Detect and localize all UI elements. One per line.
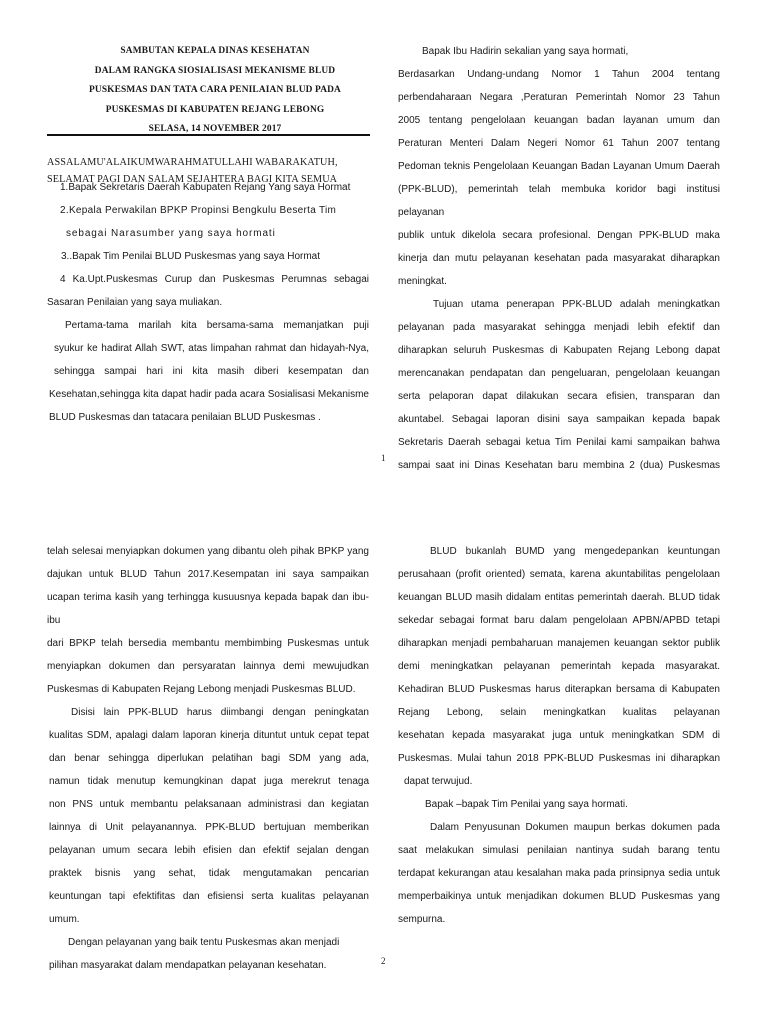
paragraph-line: saat melakukan simulasi penilaian nantinya sudah barang tentu — [398, 845, 720, 856]
heading-date: SELASA, 14 NOVEMBER 2017 — [148, 124, 282, 134]
addressee-line: 2.Kepala Perwakilan BPKP Propinsi Bengkulu Beserta Tim — [60, 205, 337, 216]
paragraph-line: Bapak –bapak Tim Penilai yang saya hormati. — [425, 799, 628, 810]
paragraph-line: keuangan BLUD masih didalam entitas pemerintah daerah. BLUD tidak — [398, 592, 720, 603]
paragraph-line: Rejang Lebong, selain meningkatkan kualitas pelayanan — [398, 707, 720, 718]
paragraph-line: dan benar sehingga diperlukan pelatihan bagi SDM yang ada, — [49, 753, 369, 764]
paragraph-line: Bapak Ibu Hadirin sekalian yang saya hormati, — [422, 46, 629, 57]
paragraph-line: meningkat. — [398, 276, 447, 287]
paragraph-line: menyiapkan dokumen dan persyaratan lainnya demi mewujudkan — [47, 661, 369, 672]
greeting-line: ASSALAMU'ALAIKUMWARAHMATULLAHI WABARAKATUH, — [47, 157, 338, 168]
paragraph-line: kualitas SDM, apalagi dalam laporan kinerja dituntut untuk cepat tepat — [49, 730, 369, 741]
paragraph-line: BLUD Puskesmas dan tatacara penilaian BLUD Puskesmas . — [49, 412, 321, 423]
paragraph-line: BLUD bukanlah BUMD yang mengedepankan keuntungan — [430, 546, 720, 557]
paragraph-line: diharapkan menjadi pembaharuan manajemen keuangan sektor publik — [398, 638, 720, 649]
paragraph-line: pilihan masyarakat dalam mendapatkan pelayanan kesehatan. — [49, 960, 327, 971]
addressee-line: sebagai Narasumber yang saya hormati — [66, 228, 276, 239]
paragraph-line: namun tidak menutup kemungkinan dapat juga merekrut tenaga — [49, 776, 369, 787]
paragraph-line: dari BPKP telah bersedia membantu membimbing Puskesmas untuk — [47, 638, 369, 649]
paragraph-line: terdapat kekurangan atau kesalahan maka pada prinsipnya sedia untuk — [398, 868, 720, 879]
paragraph-line: kesehatan kepada masyarakat juga untuk meningkatkan SDM di — [398, 730, 720, 741]
heading-line: PUSKESMAS DAN TATA CARA PENILAIAN BLUD PADA — [89, 85, 341, 95]
paragraph-line: ucapan terima kasih yang terhingga kusuusnya kepada bapak dan ibu-ibu — [47, 592, 369, 626]
document-page-2 — [0, 528, 768, 1024]
paragraph-line: Sekretaris Daerah sebagai ketua Tim Penilai kami sampaikan bahwa — [398, 437, 720, 448]
paragraph-line: Sasaran Penilaian yang saya muliakan. — [47, 297, 223, 308]
left-column-p1 — [47, 176, 369, 429]
paragraph-line: akuntabel. Sebagai laporan disini saya sampaikan kepada bapak — [398, 414, 720, 425]
heading-divider — [47, 134, 370, 136]
paragraph-line: umum. — [49, 914, 80, 925]
paragraph-line: Puskesmas di Kabupaten Rejang Lebong menjadi Puskesmas BLUD. — [47, 684, 356, 695]
heading-line: DALAM RANGKA SIOSIALISASI MEKANISME BLUD — [94, 65, 336, 76]
paragraph-line: Disisi lain PPK-BLUD harus diimbangi dengan peningkatan — [71, 707, 369, 718]
paragraph-line: serta pelaporan dapat dilakukan secara efisien, transparan dan — [398, 391, 720, 402]
speech-heading — [62, 42, 368, 140]
paragraph-line: Dengan pelayanan yang baik tentu Puskesmas akan menjadi — [68, 937, 340, 948]
paragraph-line: sempurna. — [398, 914, 446, 925]
paragraph-line: diharapkan seluruh Puskesmas di Kabupaten Rejang Lebong dapat — [398, 345, 720, 356]
heading-line: PUSKESMAS DI KABUPATEN REJANG LEBONG — [105, 104, 325, 115]
paragraph-line: telah selesai menyiapkan dokumen yang dibantu oleh pihak BPKP yang — [47, 546, 369, 557]
right-column-p1 — [398, 40, 720, 477]
page-number: 1 — [381, 453, 386, 463]
paragraph-line: memperbaikinya untuk menjadikan dokumen BLUD Puskesmas yang — [398, 891, 720, 902]
paragraph-line: kinerja dan mutu pelayanan kesehatan pada masyarakat diharapkan — [398, 253, 720, 264]
paragraph-line: 2005 tentang pengelolaan keuangan badan layanan umum dan — [398, 115, 720, 126]
paragraph-line: Tujuan utama penerapan PPK-BLUD adalah meningkatkan — [433, 299, 720, 310]
paragraph-line: praktek bisnis yang sehat, tidak mengutamakan pencarian — [49, 868, 369, 879]
addressee-line: 3..Bapak Tim Penilai BLUD Puskesmas yang saya Hormat — [61, 251, 320, 262]
addressee-line: 1.Bapak Sekretaris Daerah Kabupaten Rejang Yang saya Hormat — [60, 182, 351, 193]
paragraph-line: Kesehatan,sehingga kita dapat hadir pada acara Sosialisasi Mekanisme — [49, 389, 369, 400]
paragraph-line: perusahaan (profit oriented) semata, karena akuntabilitas pengelolaan — [398, 569, 720, 580]
paragraph-line: Peraturan Menteri Dalam Negeri Nomor 61 Tahun 2007 tentang — [398, 138, 720, 149]
paragraph-line: dajukan untuk BLUD Tahun 2017.Kesempatan ini saya sampaikan — [47, 569, 369, 580]
paragraph-line: Dalam Penyusunan Dokumen maupun berkas dokumen pada — [430, 822, 720, 833]
right-column-p2 — [398, 540, 720, 931]
paragraph-line: non PNS untuk membantu pelaksanaan administrasi dan kegiatan — [49, 799, 369, 810]
paragraph-line: syukur ke hadirat Allah SWT, atas limpahan rahmat dan hidayah-Nya, — [54, 343, 369, 354]
paragraph-line: merencanakan pendapatan dan pengeluaran, pengelolaan keuangan — [398, 368, 720, 379]
document-page-1 — [0, 0, 768, 470]
greeting-line: SELAMAT PAGI DAN SALAM SEJAHTERA BAGI KITA SEMUA — [47, 174, 338, 185]
paragraph-line: Pedoman teknis Pengelolaan Keuangan Badan Layanan Umum Daerah — [398, 161, 720, 172]
paragraph-line: (PPK-BLUD), pemerintah telah membuka koridor bagi institusi pelayanan — [398, 184, 720, 218]
paragraph-line: perbendaharaan Negara ,Peraturan Pemerintah Nomor 23 Tahun — [398, 92, 720, 103]
paragraph-line: sekedar sebagai format baru dalam pengelolaan APBN/APBD tetapi — [398, 615, 720, 626]
paragraph-line: keuntungan tapi efektifitas dan efisiensi serta kualitas pelayanan — [49, 891, 369, 902]
paragraph-line: sehingga sampai hari ini kita masih diberi kesempatan dan — [54, 366, 369, 377]
paragraph-line: demi meningkatkan pelayanan pemerintah kepada masyarakat. — [398, 661, 720, 672]
paragraph-line: Puskesmas. Mulai tahun 2018 PPK-BLUD Puskesmas ini diharapkan — [398, 753, 720, 764]
paragraph-line: Berdasarkan Undang-undang Nomor 1 Tahun 2004 tentang — [398, 69, 720, 80]
paragraph-line: dapat terwujud. — [404, 776, 473, 787]
paragraph-line: pelayanan umum secara lebih efisien dan efektif sejalan dengan — [49, 845, 369, 856]
left-column-p2 — [47, 540, 369, 977]
paragraph-line: lainnya di Unit pelayanannya. PPK-BLUD bertujuan memberikan — [49, 822, 369, 833]
paragraph-line: pelayanan pada masyarakat sehingga menjadi lebih efektif dan — [398, 322, 720, 333]
paragraph-line: sampai saat ini Dinas Kesehatan baru membina 2 (dua) Puskesmas — [398, 460, 720, 471]
paragraph-line: Kehadiran BLUD Puskesmas harus diterapkan bersama di Kabupaten — [398, 684, 720, 695]
addressee-line: 4 Ka.Upt.Puskesmas Curup dan Puskesmas Perumnas sebagai — [60, 274, 369, 285]
paragraph-line: publik untuk dikelola secara profesional. Dengan PPK-BLUD maka — [398, 230, 720, 241]
heading-line: SAMBUTAN KEPALA DINAS KESEHATAN — [120, 46, 310, 56]
page-number: 2 — [381, 956, 386, 966]
paragraph-line: Pertama-tama marilah kita bersama-sama memanjatkan puji — [65, 320, 369, 331]
